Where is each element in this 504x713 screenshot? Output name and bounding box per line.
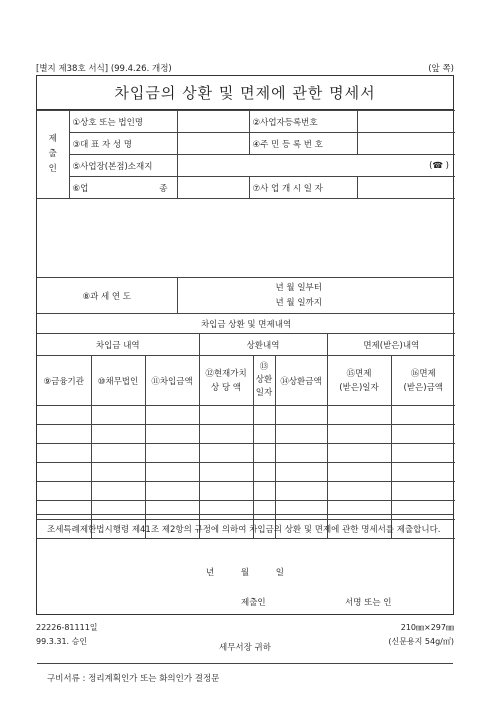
col-exempt-amount-header-2: (받은)금액 (403, 382, 444, 393)
resident-reg-no-label: ④주 민 등 록 번 호 (249, 133, 357, 155)
representative-field[interactable] (177, 133, 249, 155)
col-repay-date-header-1: ⑬ (259, 362, 269, 372)
cell[interactable] (253, 444, 275, 463)
cell[interactable] (145, 406, 199, 425)
cell[interactable] (91, 444, 145, 463)
footer-line-1 (36, 622, 454, 633)
tax-period-table (37, 277, 453, 314)
resident-reg-no-field[interactable] (357, 133, 455, 155)
business-type-label (69, 177, 177, 199)
phone-field: (☎ ) (429, 160, 449, 171)
cell[interactable] (275, 444, 327, 463)
group-loan-header: 차입금 내역 (37, 334, 199, 356)
cell[interactable] (391, 482, 455, 501)
cell[interactable] (327, 463, 391, 482)
cell[interactable] (145, 444, 199, 463)
tax-period-label: ⑧과 세 연 도 (37, 278, 177, 314)
table-row (37, 482, 455, 501)
business-type-text: ⑥업 (72, 183, 89, 194)
table-row (37, 463, 455, 482)
statement-text: 조세특례제한법시행령 제41조 제2항의 규정에 의하여 차입금의 상환 및 면제에 관한 명세서를 제출합니다. (37, 514, 453, 657)
cell[interactable] (391, 444, 455, 463)
col-bank-header: ⑨금융기관 (37, 356, 91, 406)
col-exempt-amount-header-1: ⑯면제 (410, 368, 436, 379)
submission-date[interactable]: 년 월 일 (205, 568, 285, 578)
cell[interactable] (253, 482, 275, 501)
cell[interactable] (91, 482, 145, 501)
business-reg-no-label: ②사업자등록번호 (249, 111, 357, 133)
cell[interactable] (37, 482, 91, 501)
cell[interactable] (275, 406, 327, 425)
company-name-label: ①상호 또는 법인명 (69, 111, 177, 133)
col-exempt-date-header (327, 356, 391, 406)
required-documents: 구비서류 : 정리계획인가 또는 화의인가 결정문 (37, 663, 453, 691)
col-amount-header: ⑪차입금액 (145, 356, 199, 406)
col-value-header (199, 356, 253, 406)
group-exempt-header: 면제(받은)내역 (327, 334, 455, 356)
cell[interactable] (91, 425, 145, 444)
cell[interactable] (391, 463, 455, 482)
cell[interactable] (199, 425, 253, 444)
submitter-label: 제 출 인 (37, 111, 69, 199)
cell[interactable] (253, 406, 275, 425)
page-side: (앞 쪽) (428, 64, 454, 74)
cell[interactable] (91, 463, 145, 482)
form-header (36, 62, 454, 74)
cell[interactable] (37, 463, 91, 482)
loan-table (37, 313, 455, 539)
cell[interactable] (391, 425, 455, 444)
cell[interactable] (199, 482, 253, 501)
start-date-label: ⑦사 업 개 시 일 자 (249, 177, 357, 199)
cell[interactable] (253, 463, 275, 482)
business-reg-no-field[interactable] (357, 111, 455, 133)
col-exempt-date-header-2: (받은)일자 (339, 382, 379, 393)
cell[interactable] (37, 444, 91, 463)
table-row (37, 444, 455, 463)
addressee: 세무서장 귀하 (219, 643, 271, 653)
loan-section-title: 차입금 상환 및 면제내역 (37, 314, 455, 334)
paper-size: 210㎜×297㎜ (400, 623, 454, 632)
cell[interactable] (199, 463, 253, 482)
paper-type: (신문용지 54g/㎡) (388, 637, 454, 646)
cell[interactable] (37, 425, 91, 444)
cell[interactable] (327, 444, 391, 463)
cell[interactable] (327, 482, 391, 501)
form-number: [별지 제38호 서식] (99.4.26. 개정) (36, 64, 172, 74)
col-repay-date-header-3: 일자 (255, 388, 273, 398)
cell[interactable] (199, 444, 253, 463)
cell[interactable] (391, 406, 455, 425)
address-label: ⑤사업장(본점)소재지 (69, 155, 177, 177)
cell[interactable] (275, 482, 327, 501)
cell[interactable] (253, 425, 275, 444)
start-date-field[interactable] (357, 177, 455, 199)
form-code: 22226-81111일 (36, 623, 98, 632)
representative-label: ③대 표 자 성 명 (69, 133, 177, 155)
group-repay-header: 상환내역 (199, 334, 327, 356)
address-field[interactable] (177, 155, 455, 177)
col-exempt-amount-header (391, 356, 455, 406)
cell[interactable] (327, 425, 391, 444)
tax-period-field[interactable] (177, 278, 453, 314)
table-row (37, 406, 455, 425)
footer-line-2 (36, 636, 454, 647)
submitter-sign-label[interactable]: 제출인 (241, 598, 266, 608)
company-name-field[interactable] (177, 111, 249, 133)
col-exempt-date-header-1: ⑮면제 (346, 368, 372, 379)
cell[interactable] (145, 482, 199, 501)
col-repay-date-header-2: 상환 (255, 375, 273, 385)
cell[interactable] (145, 425, 199, 444)
tax-period-from: 년 월 일부터 (275, 282, 322, 293)
col-repay-amount-header: ⑭상환금액 (275, 356, 327, 406)
tax-period-to: 년 월 일까지 (275, 297, 322, 308)
submitter-table (37, 110, 455, 199)
form-title: 차입금의 상환 및 면제에 관한 명세서 (37, 76, 453, 110)
approval-date: 99.3.31. 승인 (36, 637, 88, 646)
col-debtor-header: ⑩채무법인 (91, 356, 145, 406)
cell[interactable] (37, 406, 91, 425)
cell[interactable] (91, 406, 145, 425)
signature-label[interactable]: 서명 또는 인 (345, 598, 392, 608)
cell[interactable] (327, 406, 391, 425)
col-value-header-2: 상 당 액 (210, 382, 242, 393)
business-type-suffix: 종 (159, 183, 168, 194)
business-type-field[interactable] (177, 177, 249, 199)
cell[interactable] (275, 463, 327, 482)
col-repay-date-header (253, 356, 275, 406)
cell[interactable] (275, 425, 327, 444)
cell[interactable] (199, 406, 253, 425)
cell[interactable] (145, 463, 199, 482)
table-row (37, 425, 455, 444)
col-value-header-1: ⑫현재가치 (205, 368, 247, 379)
